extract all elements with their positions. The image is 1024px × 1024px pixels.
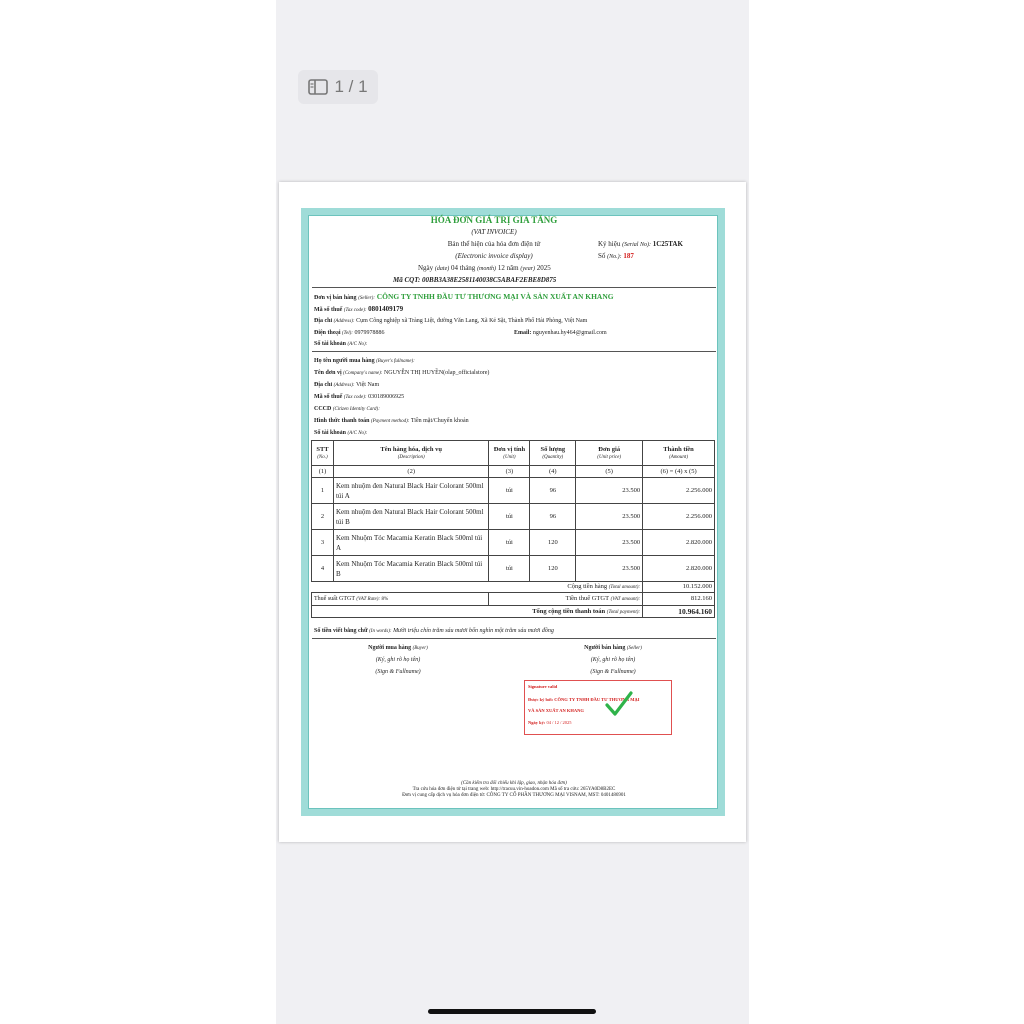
col-number: (3) xyxy=(489,466,530,478)
vat-row xyxy=(312,593,715,606)
col-number: (1) xyxy=(312,466,334,478)
invoice-title-en: (VAT INVOICE) xyxy=(471,228,517,236)
divider xyxy=(312,287,716,288)
invoice-number: Số (No.): 187 xyxy=(598,252,634,260)
buyer-signature-title: Người mua hàng (Buyer) xyxy=(368,645,428,651)
cqt-code: Mã CQT: 00BB3A38E2581140038C5ABAF2EBE8D875 xyxy=(393,276,557,284)
buyer-fullname: Họ tên người mua hàng (Buyer's fullname): xyxy=(314,358,415,364)
page-count: 1 / 1 xyxy=(334,77,368,96)
buyer-account: Số tài khoản (A/C No): xyxy=(314,430,368,436)
seller-phone: Điện thoại (Tel): 0979978886 xyxy=(314,330,385,336)
col-number: (6) = (4) x (5) xyxy=(643,466,715,478)
row-quantity: 120 xyxy=(530,530,576,556)
row-quantity: 96 xyxy=(530,504,576,530)
signature-signed-by-company: VÀ SẢN XUẤT AN KHANG xyxy=(528,708,584,713)
col-number: (2) xyxy=(333,466,489,478)
footer-lookup: Tra cứu hóa đơn điện tử tại trang web: http://tracuu.vin-hoadon.com Mã số tra cứu: 265YA0D8B2EC xyxy=(412,787,616,792)
seller-signature-note: (Ký, ghi rõ họ tên) xyxy=(590,657,636,663)
table-row xyxy=(312,556,715,582)
home-indicator[interactable] xyxy=(428,1009,596,1014)
table-row xyxy=(312,504,715,530)
row-quantity: 96 xyxy=(530,478,576,504)
row-unit: túi xyxy=(489,530,530,556)
header-description: Tên hàng hóa, dịch vụ (Description) xyxy=(333,441,489,466)
buyer-signature-note-en: (Sign & Fullname) xyxy=(375,669,421,675)
row-description: Kem nhuộm đen Natural Black Hair Colorant 500ml túi A xyxy=(333,478,489,504)
row-no: 4 xyxy=(312,556,334,582)
sidebar-toggle-icon[interactable] xyxy=(308,79,328,95)
divider xyxy=(312,638,716,639)
row-unit: túi xyxy=(489,556,530,582)
seller-account: Số tài khoản (A/C No): xyxy=(314,341,368,347)
table-row xyxy=(312,530,715,556)
row-amount: 2.256.000 xyxy=(643,478,715,504)
row-amount: 2.820.000 xyxy=(643,556,715,582)
header-no: STT (No.) xyxy=(312,441,334,466)
divider xyxy=(312,351,716,352)
total-amount-row xyxy=(312,582,715,593)
serial-number: Ký hiệu (Serial No): 1C25TAK xyxy=(598,240,683,248)
vat-rate: Thuế suất GTGT (VAT Rate): 8% xyxy=(312,593,489,606)
seller-signature-title: Người bán hàng (Seller) xyxy=(584,645,642,651)
buyer-signature-note: (Ký, ghi rõ họ tên) xyxy=(375,657,421,663)
footer-note: (Cần kiểm tra đối chiếu khi lập, giao, nhận hóa đơn) xyxy=(461,781,567,786)
row-unit-price: 23.500 xyxy=(576,556,643,582)
vat-amount-label: Tiền thuế GTGT (VAT amount): xyxy=(489,593,643,606)
row-no: 2 xyxy=(312,504,334,530)
row-quantity: 120 xyxy=(530,556,576,582)
buyer-company: Tên đơn vị (Company's name): NGUYỄN THỊ HUYỀN(olap_officialstore) xyxy=(314,370,490,376)
seller-signature-note-en: (Sign & Fullname) xyxy=(590,669,636,675)
total-amount: 10.152.000 xyxy=(643,582,715,593)
row-unit: túi xyxy=(489,478,530,504)
row-unit-price: 23.500 xyxy=(576,478,643,504)
seller-address: Địa chỉ (Address): Cụm Công nghiệp xã Tràng Liệt, đường Văn Lang, Xã Kẻ Sặt, Thành Phố Hải Phòng, Việt Nam xyxy=(314,318,588,324)
table-header xyxy=(312,441,715,466)
payment-total-label: Tổng cộng tiền thanh toán (Total payment): xyxy=(312,606,643,618)
display-line: Bản thể hiện của hóa đơn điện tử xyxy=(447,240,541,248)
row-unit-price: 23.500 xyxy=(576,504,643,530)
row-no: 1 xyxy=(312,478,334,504)
table-row xyxy=(312,478,715,504)
total-amount-label: Cộng tiền hàng (Total amount): xyxy=(312,582,643,593)
row-unit: túi xyxy=(489,504,530,530)
signature-valid: Signature valid xyxy=(528,684,558,689)
amount-in-words: Số tiền viết bằng chữ (In words): Mười triệu chín trăm sáu mươi bốn nghìn một trăm sáu mươi đồng xyxy=(314,628,554,634)
payment-total: 10.964.160 xyxy=(643,606,715,618)
header-amount: Thành tiền (Amount) xyxy=(643,441,715,466)
buyer-address: Địa chỉ (Address): Việt Nam xyxy=(314,382,380,388)
col-number: (4) xyxy=(530,466,576,478)
header-unit-price: Đơn giá (Unit price) xyxy=(576,441,643,466)
seller-email: Email: nguyenhau.hy464@gmail.com xyxy=(514,330,607,336)
signature-date: Ngày ký: 04 / 12 / 2025 xyxy=(528,720,572,725)
buyer-payment: Hình thức thanh toán (Payment method): Tiền mặt/Chuyển khoản xyxy=(314,418,469,424)
row-description: Kem nhuộm đen Natural Black Hair Colorant 500ml túi B xyxy=(333,504,489,530)
display-line-en: (Electronic invoice display) xyxy=(455,252,533,260)
column-number-row xyxy=(312,466,715,478)
seller-tax-code: Mã số thuế (Tax code): 0801409179 xyxy=(314,305,404,313)
row-amount: 2.256.000 xyxy=(643,504,715,530)
invoice-date: Ngày (date) 04 tháng (month) 12 năm (year) 2025 xyxy=(418,264,551,272)
checkmark-icon xyxy=(605,691,633,722)
row-description: Kem Nhuộm Tóc Macamia Keratin Black 500ml túi A xyxy=(333,530,489,556)
row-description: Kem Nhuộm Tóc Macamia Keratin Black 500ml túi B xyxy=(333,556,489,582)
page-indicator[interactable] xyxy=(298,70,378,104)
vat-amount: 812.160 xyxy=(643,593,715,606)
header-unit: Đơn vị tính (Unit) xyxy=(489,441,530,466)
signature-signed-by: Được ký bởi: CÔNG TY TNHH ĐẦU TƯ THƯƠNG MẠI xyxy=(528,697,640,702)
footer-provider: Đơn vị cung cấp dịch vụ hóa đơn điện tử: CÔNG TY CỔ PHẦN THƯƠNG MẠI VISNAM, MST: 0401486901 xyxy=(402,793,626,798)
col-number: (5) xyxy=(576,466,643,478)
buyer-tax-code: Mã số thuế (Tax code): 030189006925 xyxy=(314,394,405,400)
buyer-id: CCCD (Citizen Identity Card): xyxy=(314,406,380,412)
row-no: 3 xyxy=(312,530,334,556)
row-unit-price: 23.500 xyxy=(576,530,643,556)
payment-total-row xyxy=(312,606,715,618)
items-table xyxy=(311,440,715,618)
seller-name: Đơn vị bán hàng (Seller): CÔNG TY TNHH ĐẦU TƯ THƯƠNG MẠI VÀ SẢN XUẤT AN KHANG xyxy=(314,292,614,301)
header-quantity: Số lượng (Quantity) xyxy=(530,441,576,466)
invoice-title: HÓA ĐƠN GIÁ TRỊ GIA TĂNG xyxy=(430,215,558,225)
row-amount: 2.820.000 xyxy=(643,530,715,556)
